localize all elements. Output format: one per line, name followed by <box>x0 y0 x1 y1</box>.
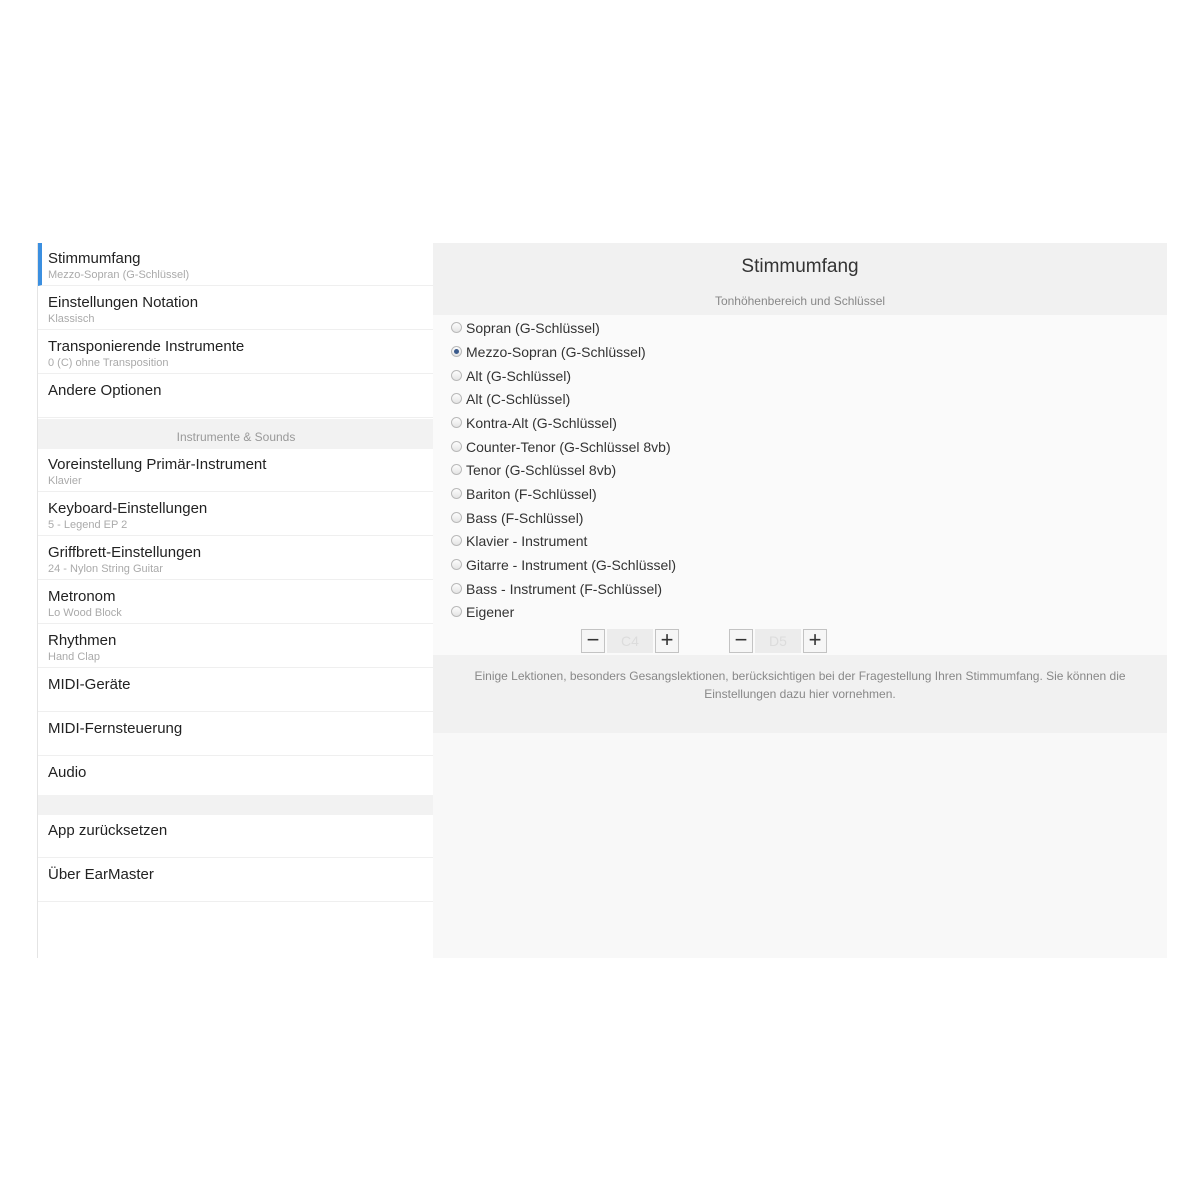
sidebar-item-midi-remote[interactable] <box>38 713 434 756</box>
radio-button[interactable] <box>451 488 462 499</box>
low-note-stepper <box>581 629 681 655</box>
radio-label: Kontra-Alt (G-Schlüssel) <box>466 415 617 431</box>
sidebar-item-label: Keyboard-Einstellungen <box>48 500 208 517</box>
sidebar-item-value: Klavier <box>48 475 82 487</box>
section-subtitle: Tonhöhenbereich und Schlüssel <box>433 285 1167 315</box>
settings-sidebar <box>37 243 433 958</box>
sidebar-item-label: MIDI-Geräte <box>48 676 131 693</box>
sidebar-item-value: 0 (C) ohne Transposition <box>48 357 169 369</box>
help-text: Einige Lektionen, besonders Gesangslektionen, berücksichtigen bei der Fragestellung Ihren Stimmumfang. Sie können die Einstellungen dazu hier vornehmen. <box>474 669 1126 701</box>
radio-button[interactable] <box>451 322 462 333</box>
sidebar-item-label: Über EarMaster <box>48 866 154 883</box>
radio-button[interactable] <box>451 393 462 404</box>
radio-label: Klavier - Instrument <box>466 533 588 549</box>
section-divider <box>38 795 434 815</box>
sidebar-item-value: Hand Clap <box>48 651 100 663</box>
sidebar-item-rhythms[interactable] <box>38 625 434 668</box>
low-note-decrement-button[interactable]: − <box>581 629 605 653</box>
sidebar-item-label: Stimmumfang <box>48 250 141 267</box>
sidebar-item-value: 5 - Legend EP 2 <box>48 519 128 531</box>
section-header-sounds: Instrumente & Sounds <box>38 419 434 449</box>
sidebar-item-label: Einstellungen Notation <box>48 294 199 311</box>
radio-button-selected[interactable] <box>451 346 462 357</box>
sidebar-item-label: MIDI-Fernsteuerung <box>48 720 183 737</box>
settings-detail-panel <box>433 243 1167 958</box>
sidebar-item-label: Transponierende Instrumente <box>48 338 245 355</box>
sidebar-item-audio[interactable] <box>38 757 434 800</box>
radio-label: Tenor (G-Schlüssel 8vb) <box>466 462 617 478</box>
sidebar-item-midi-devices[interactable] <box>38 669 434 712</box>
radio-label: Alt (G-Schlüssel) <box>466 368 572 384</box>
sidebar-item-value: Mezzo-Sopran (G-Schlüssel) <box>48 269 190 281</box>
low-note-increment-button[interactable]: + <box>655 629 679 653</box>
sidebar-item-label: App zurücksetzen <box>48 822 168 839</box>
high-note-increment-button[interactable]: + <box>803 629 827 653</box>
radio-button[interactable] <box>451 512 462 523</box>
radio-button[interactable] <box>451 535 462 546</box>
sidebar-item-label: Andere Optionen <box>48 382 162 399</box>
radio-button[interactable] <box>451 441 462 452</box>
sidebar-item-label: Voreinstellung Primär-Instrument <box>48 456 267 473</box>
sidebar-item-label: Rhythmen <box>48 632 117 649</box>
radio-label: Bass - Instrument (F-Schlüssel) <box>466 581 663 597</box>
page-title: Stimmumfang <box>433 243 1167 285</box>
low-note-value: C4 <box>607 629 653 653</box>
radio-button[interactable] <box>451 583 462 594</box>
sidebar-item-label: Audio <box>48 764 87 781</box>
radio-label: Sopran (G-Schlüssel) <box>466 320 600 336</box>
radio-button[interactable] <box>451 370 462 381</box>
radio-label: Bariton (F-Schlüssel) <box>466 486 597 502</box>
radio-button[interactable] <box>451 606 462 617</box>
sidebar-item-value: Lo Wood Block <box>48 607 122 619</box>
radio-label: Mezzo-Sopran (G-Schlüssel) <box>466 344 646 360</box>
settings-window <box>37 243 1167 958</box>
high-note-value: D5 <box>755 629 801 653</box>
sidebar-item-transposing[interactable] <box>38 331 434 374</box>
sidebar-item-other-options[interactable] <box>38 375 434 418</box>
sidebar-item-label: Griffbrett-Einstellungen <box>48 544 202 561</box>
radio-button[interactable] <box>451 559 462 570</box>
radio-button[interactable] <box>451 417 462 428</box>
sidebar-item-primary-instrument[interactable] <box>38 449 434 492</box>
help-note <box>433 655 1167 733</box>
sidebar-item-notation[interactable] <box>38 287 434 330</box>
sidebar-item-reset-app[interactable] <box>38 815 434 858</box>
sidebar-item-label: Metronom <box>48 588 116 605</box>
sidebar-item-value: 24 - Nylon String Guitar <box>48 563 163 575</box>
sidebar-item-stimmumfang[interactable] <box>38 243 434 286</box>
high-note-decrement-button[interactable]: − <box>729 629 753 653</box>
sidebar-item-metronome[interactable] <box>38 581 434 624</box>
radio-label: Alt (C-Schlüssel) <box>466 391 571 407</box>
voice-range-options <box>433 315 1167 655</box>
radio-label: Counter-Tenor (G-Schlüssel 8vb) <box>466 439 671 455</box>
radio-label: Gitarre - Instrument (G-Schlüssel) <box>466 557 677 573</box>
sidebar-item-value: Klassisch <box>48 313 95 325</box>
high-note-stepper <box>729 629 829 655</box>
sidebar-item-keyboard[interactable] <box>38 493 434 536</box>
sidebar-item-fretboard[interactable] <box>38 537 434 580</box>
radio-label: Eigener <box>466 604 515 620</box>
radio-button[interactable] <box>451 464 462 475</box>
radio-label: Bass (F-Schlüssel) <box>466 510 584 526</box>
sidebar-item-about[interactable] <box>38 859 434 902</box>
